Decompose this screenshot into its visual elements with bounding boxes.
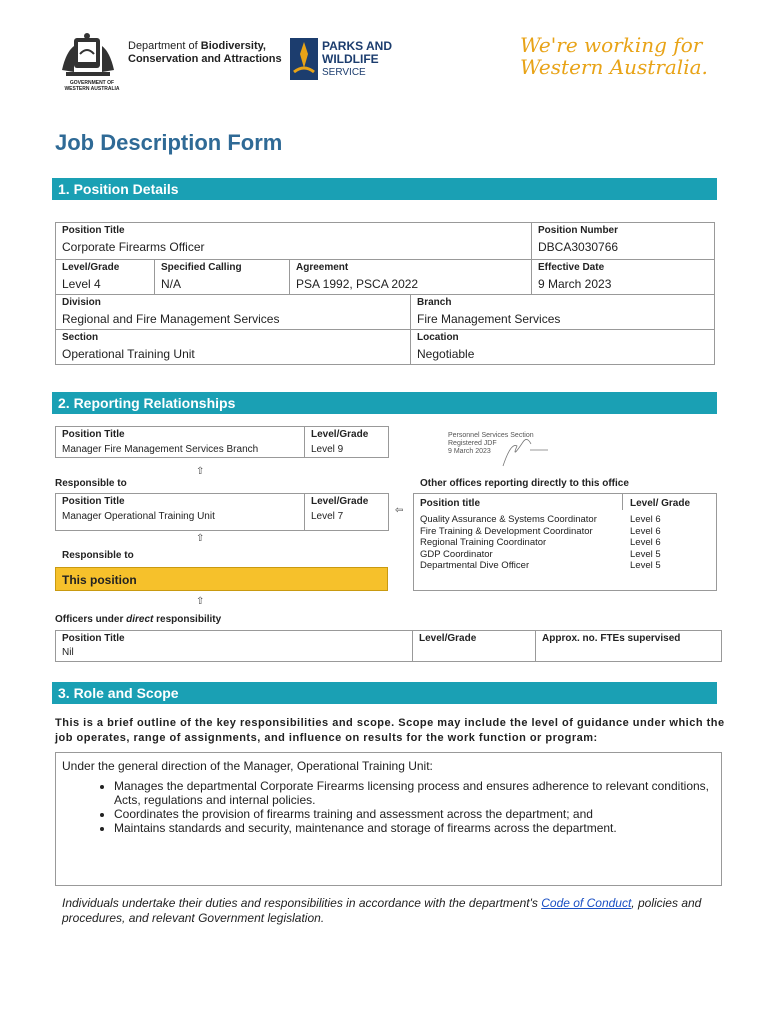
location-cell: Location Negotiable xyxy=(411,330,715,365)
parks-wildlife-logo-icon xyxy=(290,38,318,80)
scope-intro: This is a brief outline of the key responsibilities and scope. Scope may include the level of guidance under which the job operates, range of assignments, and influence on results for the work function or program: xyxy=(55,717,725,744)
section-heading-role-scope: 3. Role and Scope xyxy=(52,682,717,704)
other-office-level: Level 6 xyxy=(630,537,661,548)
department-name: Department of Biodiversity, Conservation and Attractions xyxy=(128,40,282,65)
other-offices-label: Other offices reporting directly to this office xyxy=(420,478,629,489)
branch-cell: Branch Fire Management Services xyxy=(411,295,715,330)
manager-table: Position Title Manager Fire Management Services Branch Level/Grade Level 9 xyxy=(55,426,389,458)
parks-wildlife-name: PARKS AND WILDLIFE SERVICE xyxy=(322,39,393,78)
arrow-up-icon: ⇧ xyxy=(196,596,205,607)
agreement-cell: Agreement PSA 1992, PSCA 2022 xyxy=(290,260,532,295)
scope-bullet: • Coordinates the provision of firearms training and assessment across the department; and xyxy=(114,807,715,821)
calling-cell: Specified Calling N/A xyxy=(155,260,290,295)
arrow-up-icon: ⇧ xyxy=(196,466,205,477)
subordinates-table: Position Title Nil Level/Grade Approx. no. FTEs supervised xyxy=(55,630,722,662)
registration-stamp: Personnel Services Section Registered JDF 9 March 2023 xyxy=(448,432,534,456)
this-position-box: This position xyxy=(55,567,388,591)
responsible-to-label: Responsible to xyxy=(62,550,134,561)
other-office-title: Quality Assurance & Systems Coordinator xyxy=(420,514,597,525)
page-title: Job Description Form xyxy=(55,130,283,155)
code-of-conduct-link[interactable]: Code of Conduct xyxy=(541,896,632,910)
scope-box xyxy=(55,752,722,886)
officers-label: Officers under direct responsibility xyxy=(55,614,222,625)
other-office-level: Level 5 xyxy=(630,548,661,560)
other-office-title: Fire Training & Development Coordinator xyxy=(420,525,593,537)
footer-note: Individuals undertake their duties and responsibilities in accordance with the department's Code of Conduct, policies and procedures, and relevant Government legislation. xyxy=(62,896,702,925)
division-cell: Division Regional and Fire Management Services xyxy=(56,295,411,330)
signature-icon xyxy=(498,438,558,468)
other-office-level: Level 6 xyxy=(630,514,661,525)
other-offices-box: Position title Level/ Grade Quality Assurance & Systems Coordinator Fire Training & Development Coordinator Regional Training Coordinator GDP Coordinator Departmental Dive Officer Level 6 Level 6 Level 6 Level 5 Level 5 xyxy=(413,493,717,591)
other-office-title: Regional Training Coordinator xyxy=(420,537,547,548)
page-header xyxy=(52,30,742,100)
section-heading-position-details: 1. Position Details xyxy=(52,178,717,200)
arrow-left-icon: ⇦ xyxy=(395,505,404,516)
position-details-table xyxy=(55,222,715,365)
other-office-level: Level 6 xyxy=(630,525,661,537)
scope-lead: Under the general direction of the Manager, Operational Training Unit: xyxy=(62,759,433,773)
position-number-cell: Position Number DBCA3030766 xyxy=(532,223,715,260)
arrow-up-icon: ⇧ xyxy=(196,533,205,544)
mid-manager-table: Position Title Manager Operational Training Unit Level/Grade Level 7 xyxy=(55,493,389,531)
position-title-cell: Position Title Corporate Firearms Officer xyxy=(56,223,532,260)
scope-bullet: • Manages the departmental Corporate Firearms licensing process and ensures adherence to relevant conditions, Acts, regulations and internal policies. xyxy=(114,779,715,807)
government-label: GOVERNMENT OF WESTERN AUSTRALIA xyxy=(64,80,120,92)
section-cell: Section Operational Training Unit xyxy=(56,330,411,365)
other-office-title: GDP Coordinator xyxy=(420,548,493,560)
other-office-level: Level 5 xyxy=(630,560,661,571)
other-office-title: Departmental Dive Officer xyxy=(420,560,530,571)
scope-bullet: • Maintains standards and security, maintenance and storage of firearms across the department. xyxy=(114,821,715,835)
responsible-to-label: Responsible to xyxy=(55,478,127,489)
wa-slogan: We're working for Western Australia. xyxy=(520,33,708,79)
level-cell: Level/Grade Level 4 xyxy=(56,260,155,295)
scope-bullet-list xyxy=(62,779,715,835)
section-heading-reporting: 2. Reporting Relationships xyxy=(52,392,717,414)
effective-date-cell: Effective Date 9 March 2023 xyxy=(532,260,715,295)
